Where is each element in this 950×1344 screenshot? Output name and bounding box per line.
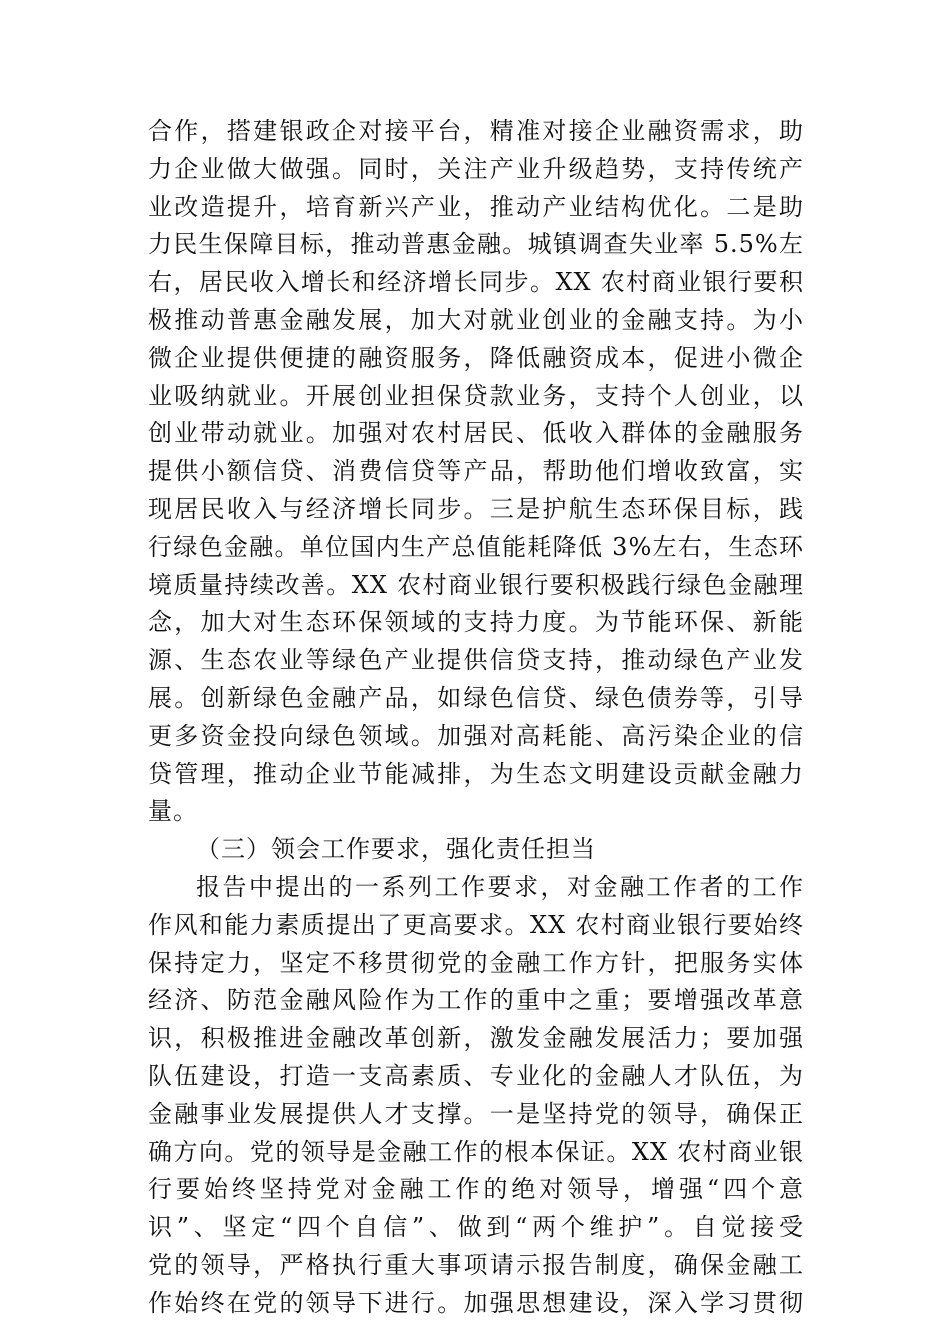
- text-line: 力企业做大做强。同时，关注产业升级趋势，支持传统产: [148, 154, 804, 183]
- text-line: 报告中提出的一系列工作要求，对金融工作者的工作: [196, 872, 804, 901]
- text-line: 经济、防范金融风险作为工作的重中之重；要增强改革意: [148, 986, 804, 1015]
- text-line: 右，居民收入增长和经济增长同步。XX 农村商业银行要积: [148, 268, 804, 297]
- text-line: 识”、坚定“四个自信”、做到“两个维护”。自觉接受: [148, 1213, 804, 1242]
- text-line: 量。: [148, 797, 198, 826]
- paragraph-1: [148, 113, 804, 831]
- text-line: 党的领导，严格执行重大事项请示报告制度，确保金融工: [148, 1250, 804, 1279]
- text-line: 识，积极推进金融改革创新，激发金融发展活力；要加强: [148, 1024, 804, 1053]
- text-line: 行要始终坚持党对金融工作的绝对领导，增强“四个意: [148, 1175, 804, 1204]
- text-line: 行绿色金融。单位国内生产总值能耗降低 3%左右，生态环: [148, 532, 804, 561]
- text-line: 微企业提供便捷的融资服务，降低融资成本，促进小微企: [148, 343, 804, 372]
- document-body: [148, 113, 804, 1323]
- text-line: 更多资金投向绿色领域。加强对高耗能、高污染企业的信: [148, 721, 804, 750]
- section-heading: （三）领会工作要求，强化责任担当: [196, 835, 596, 864]
- paragraph-2: [148, 869, 804, 1323]
- text-line: 合作，搭建银政企对接平台，精准对接企业融资需求，助: [148, 117, 804, 145]
- text-line: 念，加大对生态环保领域的支持力度。为节能环保、新能: [148, 608, 804, 637]
- text-line: 源、生态农业等绿色产业提供信贷支持，推动绿色产业发: [148, 646, 804, 675]
- text-line: 展。创新绿色金融产品，如绿色信贷、绿色债券等，引导: [148, 683, 804, 712]
- text-line: 提供小额信贷、消费信贷等产品，帮助他们增收致富，实: [148, 457, 804, 486]
- text-line: 保持定力，坚定不移贯彻党的金融工作方针，把服务实体: [148, 948, 804, 977]
- text-line: 力民生保障目标，推动普惠金融。城镇调查失业率 5.5%左: [148, 230, 804, 259]
- text-line: 作始终在党的领导下进行。加强思想建设，深入学习贯彻: [148, 1288, 804, 1317]
- text-line: 境质量持续改善。XX 农村商业银行要积极践行绿色金融理: [148, 570, 804, 599]
- text-line: 队伍建设，打造一支高素质、专业化的金融人才队伍，为: [148, 1061, 804, 1090]
- text-line: 创业带动就业。加强对农村居民、低收入群体的金融服务: [148, 419, 804, 448]
- text-line: 贷管理，推动企业节能减排，为生态文明建设贡献金融力: [148, 759, 804, 788]
- text-line: 金融事业发展提供人才支撑。一是坚持党的领导，确保正: [148, 1099, 804, 1128]
- text-line: 现居民收入与经济增长同步。三是护航生态环保目标，践: [148, 494, 804, 523]
- text-line: 确方向。党的领导是金融工作的根本保证。XX 农村商业银: [148, 1137, 804, 1166]
- text-line: 作风和能力素质提出了更高要求。XX 农村商业银行要始终: [148, 910, 804, 939]
- text-line: 业吸纳就业。开展创业担保贷款业务，支持个人创业，以: [148, 381, 804, 410]
- text-line: 极推动普惠金融发展，加大对就业创业的金融支持。为小: [148, 305, 804, 334]
- text-line: 业改造提升，培育新兴产业，推动产业结构优化。二是助: [148, 192, 804, 221]
